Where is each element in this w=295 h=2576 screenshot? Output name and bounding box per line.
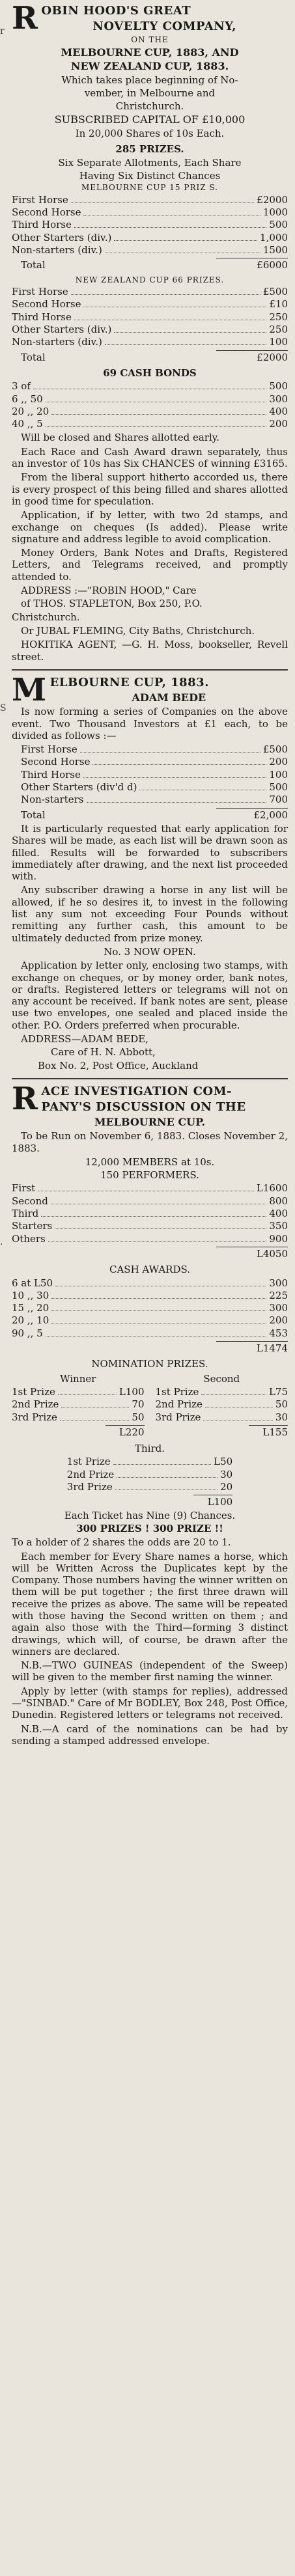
advert-heading: R OBIN HOOD'S GREAT [12,0,191,36]
newspaper-column [12,0,288,1753]
advert-subheading: 69 CASH BONDS [103,367,197,379]
advert-line: Which takes place beginning of No- [61,74,238,86]
prize-total: L4050 [256,1247,288,1260]
advert-subheading: CASH AWARDS. [109,1264,190,1276]
advert-subheading: NEW ZEALAND CUP 66 PRIZES. [75,275,225,284]
advert-paragraph: N.B.—A card of the nominations can be had by sending a stamped addressed envelope. [12,1723,288,1747]
nomination-prizes [12,1372,288,1439]
prize-row: Third Horse 250 [12,311,288,323]
prize-row: 20 ,, 10 200 [12,1314,288,1327]
advert-address: ADDRESS—ADAM BEDE, [21,1032,148,1045]
advert-address: Christchurch. [12,611,80,623]
advert-subheading: 150 PERFORMERS. [100,1169,199,1182]
prize-row: Second Horse 1000 [12,206,288,219]
advert-notice: No. 3 NOW OPEN. [104,945,196,958]
margin-fragment: S [0,703,7,713]
prize-total: L155 [262,1426,288,1438]
prize-total: L220 [119,1426,145,1438]
advert-line: Each Ticket has Nine (9) Chances. [64,1509,236,1521]
advert-paragraph: Each member for Every Share names a horse, which will be Written Across the Duplicates kept by the Company. Those numbers having the winner written on them will be put together ; the first three drawn will receive the prizes as above. The same will be repeated with those having the Second written on them ; and again also those with the Third—forming 3 distinct drawings, which will, of course, be drawn after the winners are declared. [12,1550,288,1657]
prize-row: Others 900 [12,1232,288,1245]
prize-row: Third Horse 100 [21,768,288,781]
prize-row: Third 400 [12,1208,288,1220]
prize-row: 3rd Prize 50 [12,1411,145,1423]
prize-row: 15 ,, 20 300 [12,1302,288,1314]
column-rule [12,669,288,671]
advert-address: Box No. 2, Post Office, Auckland [38,1059,199,1072]
prize-row: 6 at L50 300 [12,1277,288,1289]
prize-total: Total £2,000 [21,809,288,821]
advert-agent: HOKITIKA AGENT, —G. H. Moss, bookseller, Revell street. [12,639,288,663]
prize-row: 40 ,, 5 200 [12,418,288,430]
prize-row: 6 ,, 50 300 [12,393,288,405]
bede-prize-list [12,743,288,821]
advert-address: of THOS. STAPLETON, Box 250, P.O. [21,598,203,610]
advert-paragraph: Application, if by letter, with two 2d stamps, and exchange on cheques (Is added). Please write signature and address legible to avoid complication. [12,509,288,545]
nz-prize-list [12,286,288,363]
prize-row: First Horse £500 [21,743,288,756]
advert-subheading: 285 PRIZES. [115,143,184,156]
advert-agent: Or JUBAL FLEMING, City Baths, Christchurch. [21,624,255,637]
prize-row: Second Horse 200 [21,756,288,768]
advert-heading-3: MELBOURNE CUP. [94,1115,206,1128]
second-prizes [155,1372,288,1439]
prize-group-heading: Second [203,1372,240,1385]
prize-row: Third Horse 500 [12,219,288,231]
prize-row: 1st Prize L75 [155,1385,288,1398]
prize-row: Other Starters (div'd d) 500 [21,781,288,794]
prize-total: Total £6000 [21,259,288,271]
prize-row: First Horse £2000 [12,193,288,206]
advert-capital: SUBSCRIBED CAPITAL OF £10,000 [54,113,246,126]
advert-line: 12,000 MEMBERS at 10s. [85,1156,215,1168]
prize-total: L1474 [256,1342,288,1355]
adam-bede-advert [12,671,288,1072]
margin-fragments [0,0,9,2576]
advert-subheading: MELBOURNE CUP 15 PRIZ S. [81,183,218,193]
advert-line: Christchurch. [115,100,184,113]
cash-award-list [12,1277,288,1355]
advert-title: NEW ZEALAND CUP, 1883. [70,60,229,73]
advert-line: Six Separate Allotments, Each Share [58,156,242,169]
prize-row: 3rd Prize 30 [155,1411,288,1423]
prize-row: Starters 350 [12,1220,288,1232]
prize-row: First Horse £500 [12,286,288,298]
advert-line: In 20,000 Shares of 10s Each. [75,127,225,139]
advert-paragraph: To a holder of 2 shares the odds are 20 to 1. [12,1536,231,1549]
prize-row: 20 ,, 20 400 [12,405,288,417]
advert-paragraph: Apply by letter (with stamps for replies), addressed—"SINBAD." Care of Mr BODLEY, Box 248, Post Office, Dunedin. Registered letters or telegrams not received. [12,1685,288,1721]
prize-group-heading: Winner [60,1372,96,1385]
prize-total: Total £2000 [21,351,288,363]
melbourne-prize-list [12,194,288,271]
advert-address: Care of H. N. Abbott, [51,1046,156,1059]
advert-address: ADDRESS :—"ROBIN HOOD," Care [21,585,197,597]
prize-row: Other Starters (div.) 1,000 [12,231,288,243]
advert-paragraph: N.B.—TWO GUINEAS (independent of the Sweep) will be given to the member first naming the winner. [12,1659,288,1683]
prize-row: Non-starters (div.) 1500 [12,243,288,256]
advert-heading: R ACE INVESTIGATION COM- [12,1080,232,1117]
race-investigation-advert [12,1080,288,1747]
advert-paragraph: Each Race and Cash Award drawn separately, thus an investor of 10s has Six CHANCES of winning £3165. [12,445,288,470]
prize-row: Other Starters (div.) 250 [12,324,288,336]
drop-cap: M [12,671,47,708]
advert-subheading: NOMINATION PRIZES. [91,1358,208,1370]
prize-row: 2nd Prize 70 [12,1398,145,1411]
advert-line: Having Six Distinct Chances [79,169,221,182]
advert-heading-2: ADAM BEDE [132,691,206,704]
prize-row: 2nd Prize 50 [155,1398,288,1411]
prize-row: 2nd Prize 30 [66,1468,233,1480]
advert-paragraph: To be Run on November 6, 1883. Closes November 2, 1883. [12,1130,288,1154]
prize-row: Second 800 [12,1195,288,1207]
winner-prizes [12,1372,145,1439]
advert-paragraph: Will be closed and Shares allotted early. [21,432,220,444]
advert-line: 300 PRIZES ! 300 PRIZE !! [76,1522,223,1534]
advert-line: vember, in Melbourne and [84,87,216,99]
advert-paragraph: Is now forming a series of Companies on the above event. Two Thousand Investors at £1 each, to be divided as follows :— [12,706,288,741]
prize-row: Non-starters 700 [21,794,288,806]
margin-fragment: r [0,26,5,36]
advert-line: ON THE [131,35,169,44]
prize-row: Second Horse £10 [12,298,288,311]
advert-title: MELBOURNE CUP, 1883, AND [61,46,239,59]
advert-paragraph: It is particularly requested that early application for Shares will be made, as each list will be drawn soon as filled. Results will be forwarded to subscribers immediately after drawing, and the next list proceeded with. [12,822,288,883]
margin-fragment: . [0,1237,3,1247]
robin-hood-advert [12,0,288,663]
prize-row: First L1600 [12,1182,288,1195]
prize-row: 1st Prize L100 [12,1385,145,1398]
prize-total: L100 [207,1496,233,1508]
advert-paragraph: Application by letter only, enclosing two stamps, with exchange on cheques, or by money order, bank notes, or drafts. Registered letters or telegrams will not on any account be received. If bank notes are sent, please use two envelopes, one sealed and placed inside the other. P.O. Orders preferred when procurable. [12,960,288,1031]
prize-row: 1st Prize L50 [66,1456,233,1468]
cash-bond-list [12,380,288,430]
advert-paragraph: Money Orders, Bank Notes and Drafts, Registered Letters, and Telegrams received, and promptly attended to. [12,547,288,583]
drop-cap: R [12,0,38,36]
advert-heading: M ELBOURNE CUP, 1883. [12,671,209,708]
prize-row: Non-starters (div.) 100 [12,336,288,348]
advert-heading-2: PANY'S DISCUSSION ON THE [41,1100,246,1114]
advert-paragraph: From the liberal support hitherto accorded us, there is every prospect of this being filled and shares allotted in good time for speculation. [12,471,288,507]
prize-row: 10 ,, 30 225 [12,1289,288,1301]
prize-group-heading: Third. [134,1443,165,1455]
third-prizes [67,1456,232,1508]
advert-heading-2: NOVELTY COMPANY, [92,19,236,33]
advert-paragraph: Any subscriber drawing a horse in any list will be allowed, if he so desires it, to invest in the following list any sum not exceeding Four Pounds without remitting any further cash, this amount to be ultimately deducted from prize money. [12,884,288,944]
prize-row: 3rd Prize 20 [66,1481,233,1493]
prize-row: 3 of 500 [12,380,288,393]
prize-row: 90 ,, 5 453 [12,1327,288,1339]
performer-prize-list [12,1182,288,1260]
column-rule [12,1078,288,1079]
drop-cap: R [12,1080,38,1117]
